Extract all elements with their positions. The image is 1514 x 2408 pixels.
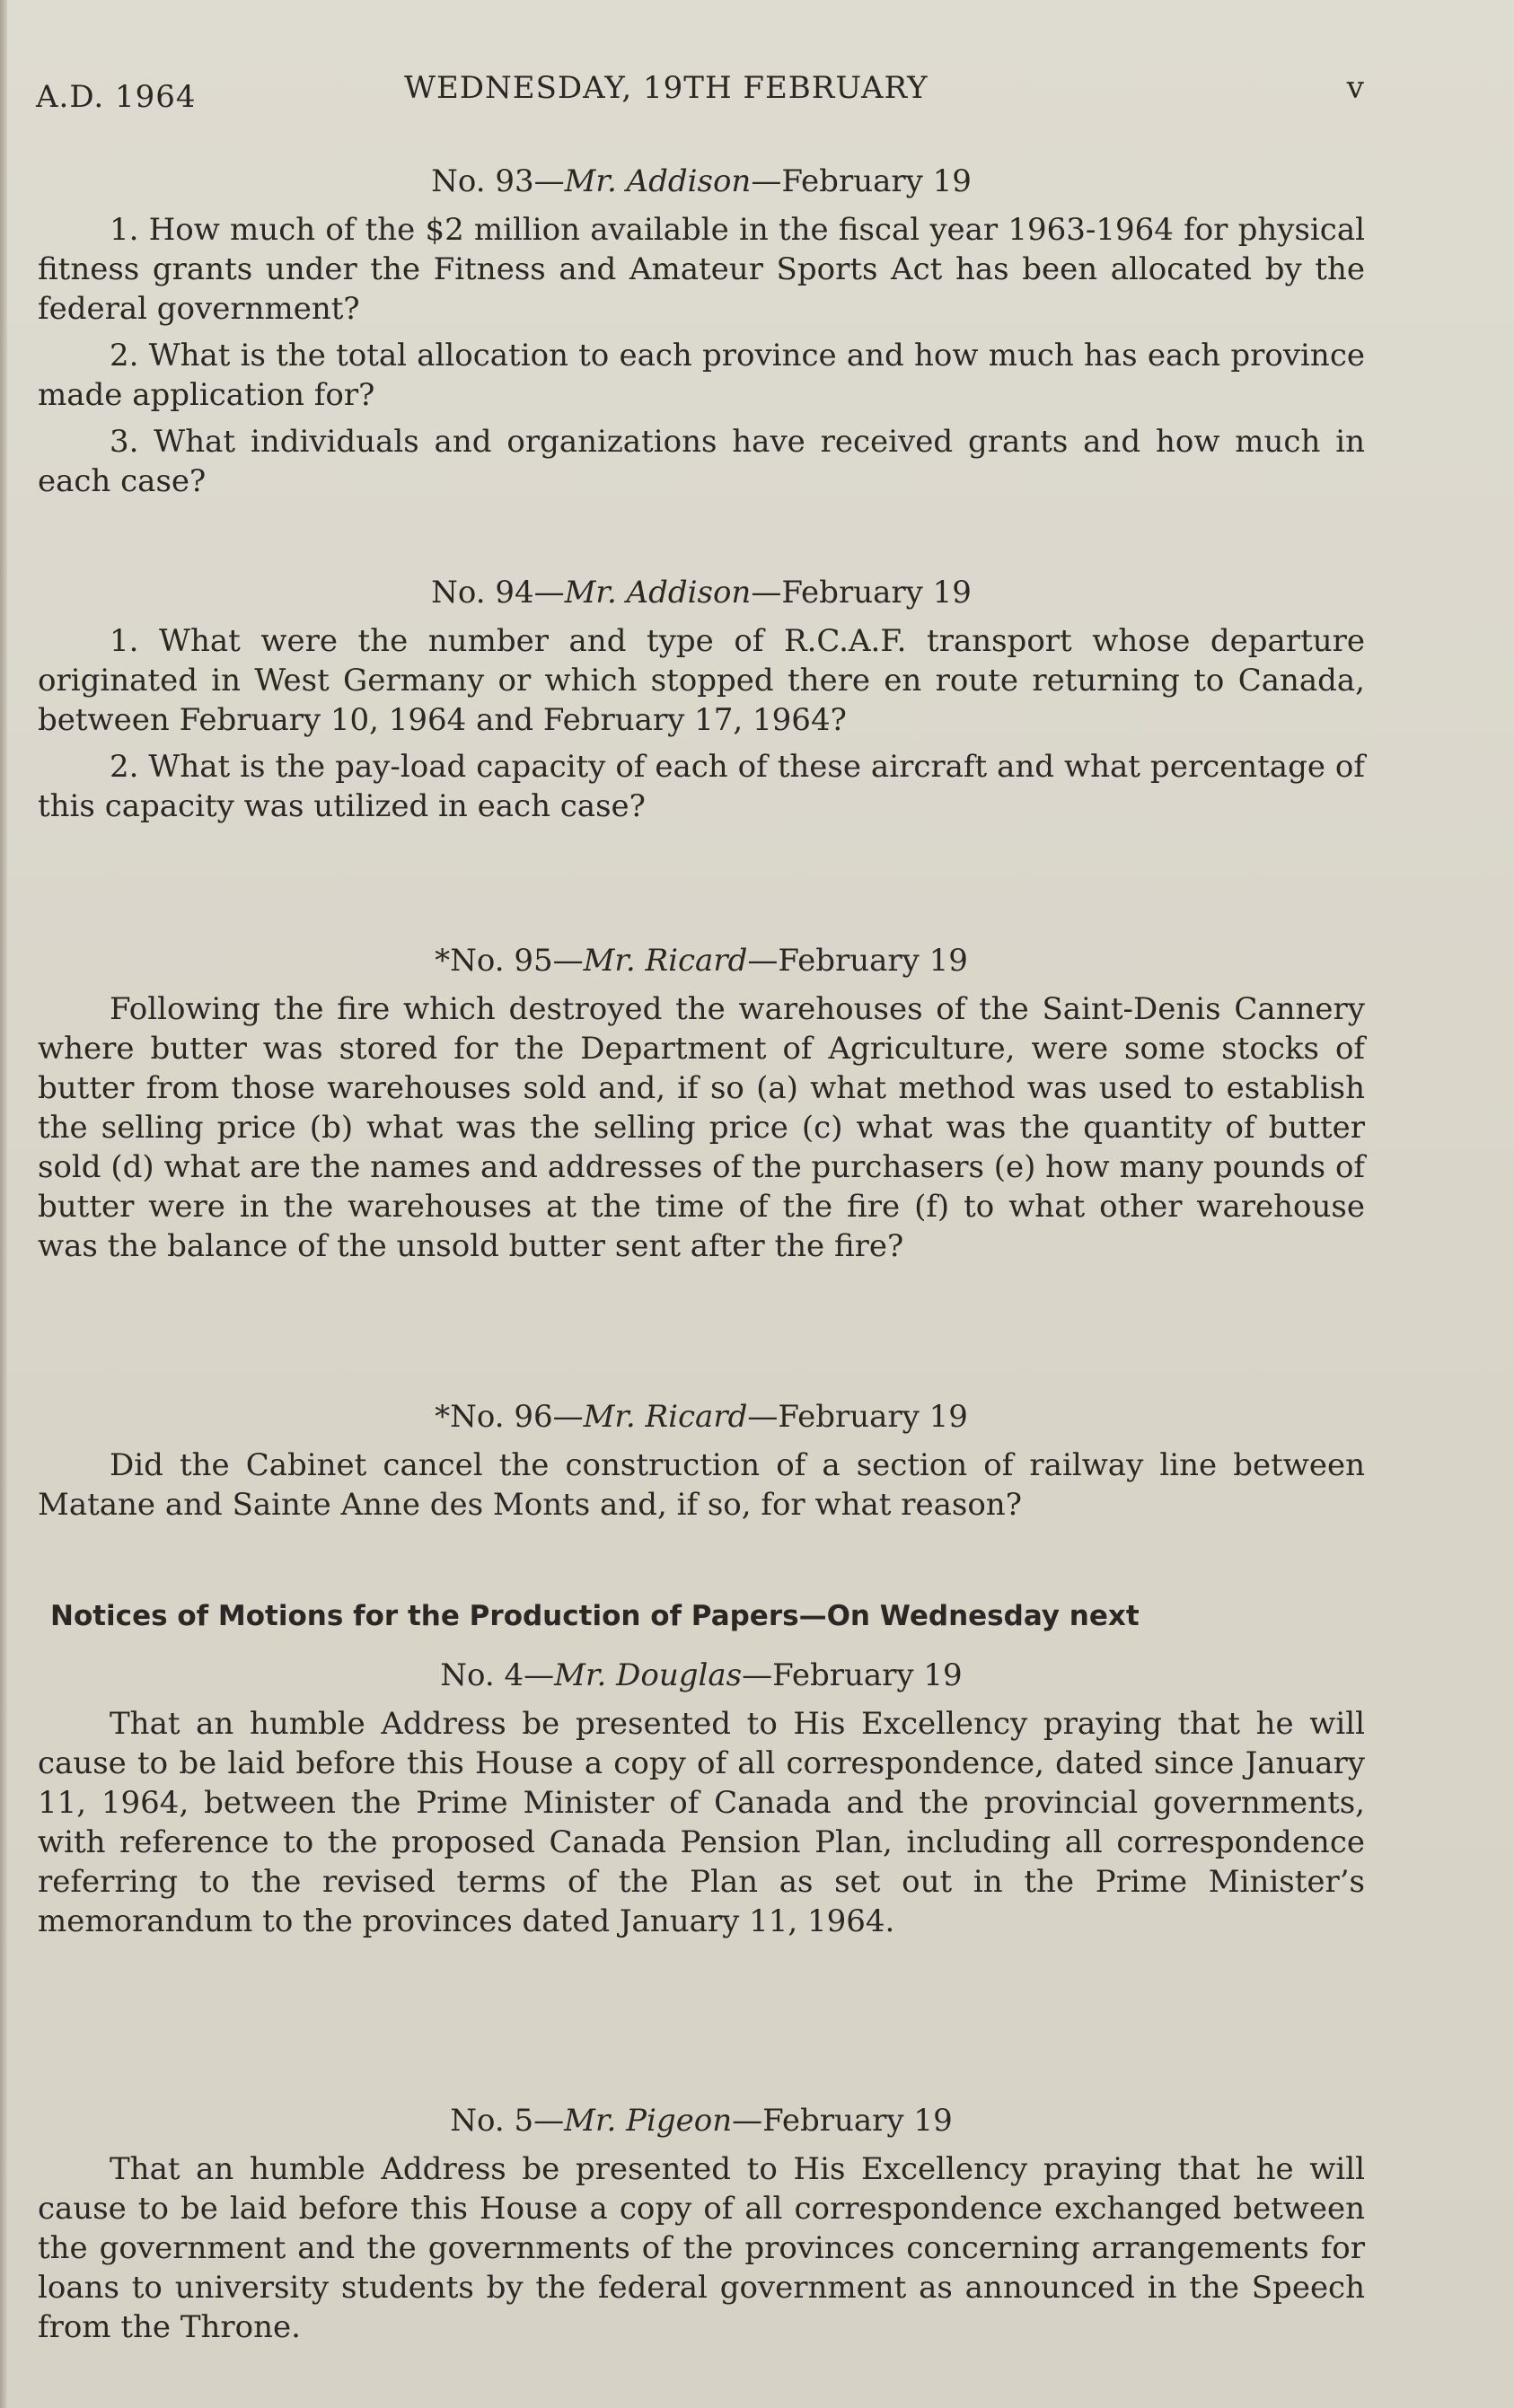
question-paragraph: 2. What is the pay-load capacity of each of these aircraft and what percentage of this capacity was utilized in each case? (38, 749, 1365, 824)
question-date: —February 19 (751, 575, 972, 611)
notice-number: No. 4— (440, 1657, 555, 1693)
question-date: —February 19 (751, 163, 972, 199)
question-heading (38, 941, 1365, 980)
spacer (38, 1948, 1365, 2101)
notice-number: No. 5— (450, 2103, 565, 2139)
page-number: v (1346, 70, 1365, 106)
section-title: Notices of Motions for the Production of Papers—On Wednesday next (50, 1600, 1140, 1632)
member-name: Mr. Addison (564, 163, 752, 199)
notice-4 (38, 1656, 1365, 1941)
notice-5 (38, 2101, 1365, 2347)
binding-edge (0, 0, 7, 2408)
question-paragraph: 1. How much of the $2 million available in the fiscal year 1963-1964 for physical fitness grants under the Fitness and Amateur Sports Act has been allocated by the federal government? (38, 212, 1365, 327)
question-95 (38, 941, 1365, 1266)
member-name: Mr. Pigeon (564, 2103, 733, 2139)
spacer (38, 833, 1365, 941)
question-paragraph: 1. What were the number and type of R.C.A.F. transport whose departure originated in West Germany or which stopped there en route returning to Canada, between February 10, 1964 and February 17, 1964? (38, 623, 1365, 738)
notice-paragraph: That an humble Address be presented to His Excellency praying that he will cause to be laid before this House a copy of all correspondence, dated since January 11, 1964, between the Prime Minister of Canada and the provincial governments, with reference to the proposed Canada Pension Plan, including all correspondence referring to the revised terms of the Plan as set out in the Prime Minister’s memorandum to the provinces dated January 11, 1964. (38, 1706, 1365, 1939)
date-heading: WEDNESDAY, 19TH FEBRUARY (404, 70, 929, 106)
question-paragraph: 2. What is the total allocation to each province and how much has each province made application for? (38, 338, 1365, 413)
member-name: Mr. Ricard (583, 943, 748, 979)
question-number: No. 93— (431, 163, 565, 199)
notice-date: —February 19 (732, 2103, 953, 2139)
member-name: Mr. Douglas (554, 1657, 743, 1693)
spacer (38, 1532, 1365, 1596)
question-heading (38, 573, 1365, 612)
question-number: No. 94— (431, 575, 565, 611)
question-date: —February 19 (747, 943, 968, 979)
question-heading (38, 162, 1365, 201)
question-paragraph: Did the Cabinet cancel the construction of a section of railway line between Matane and Sainte Anne des Monts and, if so, for what reason? (38, 1447, 1365, 1523)
member-name: Mr. Addison (564, 575, 752, 611)
question-number: *No. 95— (435, 943, 584, 979)
question-94 (38, 573, 1365, 826)
running-head (36, 70, 1365, 115)
spacer (38, 508, 1365, 573)
question-date: —February 19 (747, 1399, 968, 1435)
question-96 (38, 1397, 1365, 1525)
question-heading (38, 1397, 1365, 1437)
page-body (38, 162, 1365, 2354)
notice-heading (38, 2101, 1365, 2140)
notice-paragraph: That an humble Address be presented to His Excellency praying that he will cause to be laid before this House a copy of all correspondence exchanged between the government and the governments of the provinces concerning arrangements for loans to university students by the federal government as announced in the Speech from the Throne. (38, 2151, 1365, 2345)
member-name: Mr. Ricard (583, 1399, 748, 1435)
year-label: A.D. 1964 (36, 79, 197, 115)
question-paragraph: 3. What individuals and organizations have received grants and how much in each case? (38, 424, 1365, 499)
question-paragraph: Following the fire which destroyed the warehouses of the Saint-Denis Cannery where butter was stored for the Department of Agriculture, were some stocks of butter from those warehouses sold and, if so (a) what method was used to establish the selling price (b) what was the selling price (c) what was the quantity of butter sold (d) what are the names and addresses of the purchasers (e) how many pounds of butter were in the warehouses at the time of the fire (f) to what other warehouse was the balance of the unsold butter sent after the fire? (38, 991, 1365, 1264)
question-93 (38, 162, 1365, 501)
spacer (38, 1273, 1365, 1397)
notice-date: —February 19 (742, 1657, 963, 1693)
question-number: *No. 96— (435, 1399, 584, 1435)
notice-heading (38, 1656, 1365, 1695)
